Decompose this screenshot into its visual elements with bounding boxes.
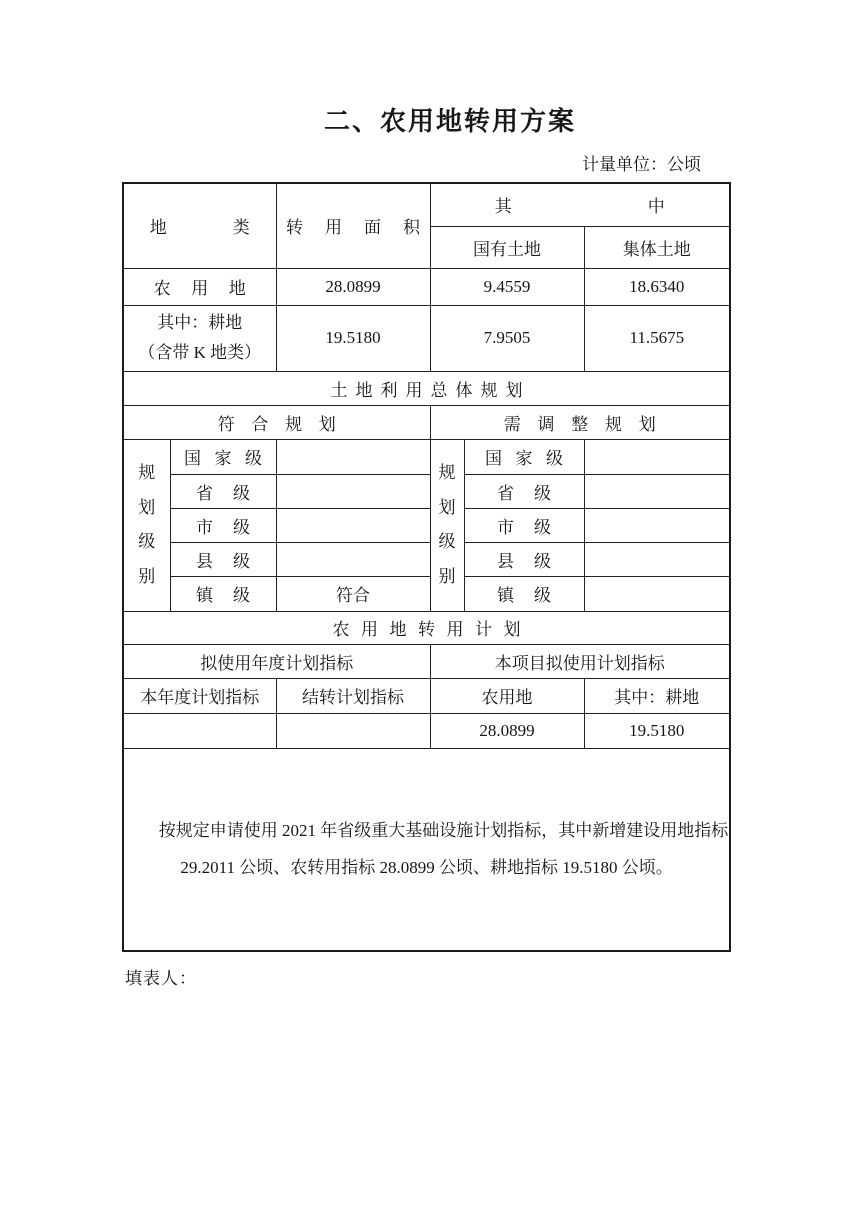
comply-value-city: [276, 508, 430, 542]
planning-level-axis-left: 规划级别: [123, 439, 170, 611]
carryover-indicator-col: 结转计划指标: [276, 678, 430, 713]
form-filler-label: 填表人：: [125, 969, 197, 988]
agri-state-value: 9.4559: [430, 268, 584, 305]
adjust-plan-header: 需调整规划: [430, 405, 730, 439]
level-label-county-left: 县级: [170, 542, 276, 576]
conversion-area-header: 转用面积: [276, 183, 430, 268]
adjust-value-province: [584, 474, 730, 508]
table-row: [123, 474, 730, 508]
cultivated-row-label-line2: （含带 K 地类）: [138, 343, 262, 362]
state-owned-header: 国有土地: [430, 226, 584, 268]
overall-planning-section-title: 土地利用总体规划: [123, 371, 730, 405]
agri-plan-value: 28.0899: [430, 713, 584, 748]
unit-label: 计量单位：公顷: [582, 155, 701, 174]
comply-value-province: [276, 474, 430, 508]
table-row: [123, 508, 730, 542]
table-row: [123, 268, 730, 305]
table-row: [123, 576, 730, 611]
annual-indicator-col: 本年度计划指标: [123, 678, 276, 713]
agri-land-col: 农用地: [430, 678, 584, 713]
level-label-town-right: 镇级: [464, 576, 584, 611]
adjust-value-national: [584, 439, 730, 474]
land-type-header: 地类: [123, 183, 276, 268]
level-label-national-right: 国家级: [464, 439, 584, 474]
cultivated-row-label-line1: 其中：耕地: [157, 313, 243, 332]
planning-level-axis-right: 规划级别: [430, 439, 464, 611]
conversion-plan-section-title: 农用地转用计划: [123, 611, 730, 644]
level-label-town-left: 镇级: [170, 576, 276, 611]
cultivated-area-value: 19.5180: [276, 305, 430, 371]
agri-area-value: 28.0899: [276, 268, 430, 305]
carryover-indicator-value: [276, 713, 430, 748]
table-row: [123, 713, 730, 748]
cultivated-plan-value: 19.5180: [584, 713, 730, 748]
comply-value-county: [276, 542, 430, 576]
annual-indicator-value: [123, 713, 276, 748]
agri-collective-value: 18.6340: [584, 268, 730, 305]
level-label-province-left: 省级: [170, 474, 276, 508]
level-label-province-right: 省级: [464, 474, 584, 508]
page-title: 二、农用地转用方案: [323, 107, 576, 136]
level-label-county-right: 县级: [464, 542, 584, 576]
cultivated-land-col: 其中：耕地: [584, 678, 730, 713]
comply-value-national: [276, 439, 430, 474]
remark-cell: 按规定申请使用 2021 年省级重大基础设施计划指标，其中新增建设用地指标 29.2011 公顷、农转用指标 28.0899 公顷、耕地指标 19.5180 公顷。: [123, 748, 730, 951]
cultivated-row-label: [123, 305, 276, 371]
level-label-city-left: 市级: [170, 508, 276, 542]
table-row: [123, 439, 730, 474]
agri-row-label: 农用地: [123, 268, 276, 305]
annual-indicator-header: 拟使用年度计划指标: [123, 644, 430, 678]
collective-header: 集体土地: [584, 226, 730, 268]
adjust-value-town: [584, 576, 730, 611]
level-label-city-right: 市级: [464, 508, 584, 542]
cultivated-collective-value: 11.5675: [584, 305, 730, 371]
table-row: [123, 305, 730, 371]
project-indicator-header: 本项目拟使用计划指标: [430, 644, 730, 678]
level-label-national-left: 国家级: [170, 439, 276, 474]
cultivated-state-value: 7.9505: [430, 305, 584, 371]
table-row: [123, 542, 730, 576]
adjust-value-city: [584, 508, 730, 542]
land-conversion-table: [122, 182, 731, 952]
comply-plan-header: 符合规划: [123, 405, 430, 439]
adjust-value-county: [584, 542, 730, 576]
among-which-header: 其中: [430, 183, 730, 226]
comply-value-town: 符合: [276, 576, 430, 611]
